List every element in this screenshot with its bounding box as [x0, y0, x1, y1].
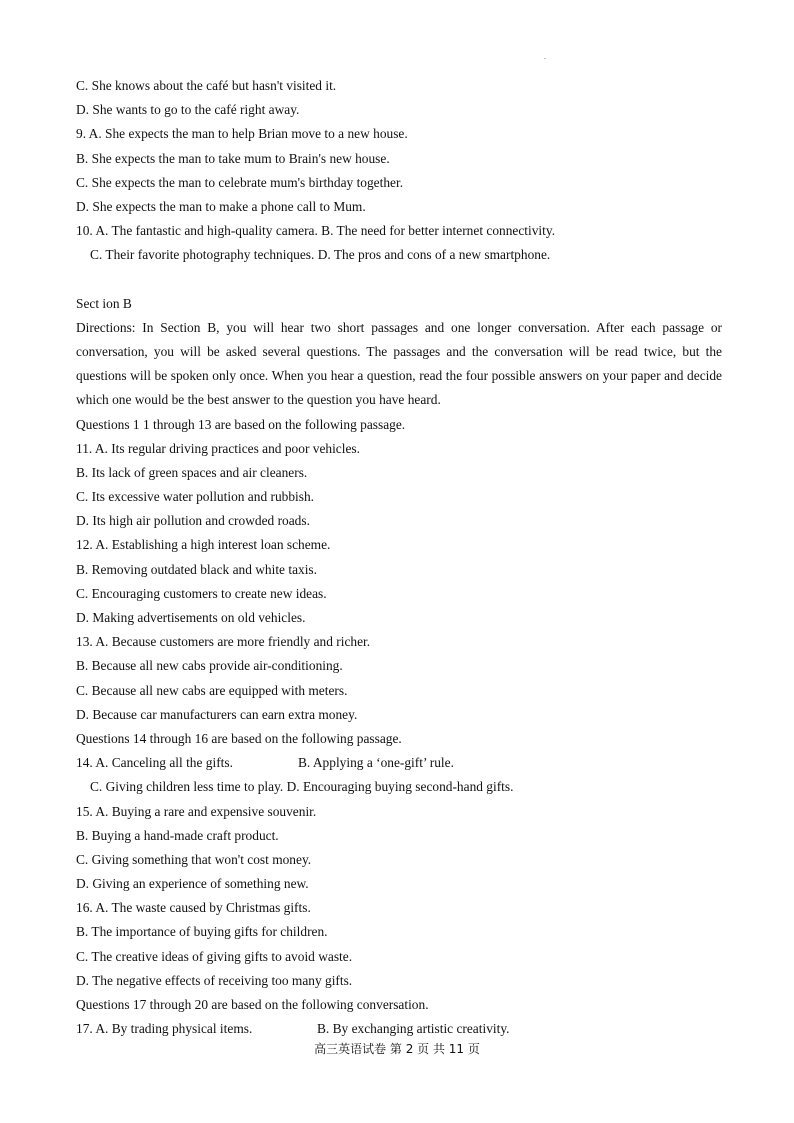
q12-option-b: B. Removing outdated black and white taxis.	[76, 561, 317, 577]
q9-option-d: D. She expects the man to make a phone call to Mum.	[76, 198, 366, 214]
q15-option-c: C. Giving something that won't cost money.	[76, 851, 312, 867]
q16-option-c: C. The creative ideas of giving gifts to avoid waste.	[76, 948, 353, 964]
q11-option-c: C. Its excessive water pollution and rubbish.	[76, 489, 315, 505]
q14-options-cd: C. Giving children less time to play. D. Encouraging buying second-hand gifts.	[90, 779, 514, 795]
conversation-intro: Questions 17 through 20 are based on the following conversation.	[76, 997, 429, 1012]
q12-option-c: C. Encouraging customers to create new ideas.	[76, 585, 327, 601]
q8-option-c: C. She knows about the café but hasn't visited it.	[76, 78, 337, 93]
q10-options-ab: 10. A. The fantastic and high-quality camera. B. The need for better internet connectivity.	[76, 223, 556, 239]
q11-option-d: D. Its high air pollution and crowded roads.	[76, 513, 310, 529]
page-footer: 高三英语试卷 第 2 页 共 11 页	[314, 1042, 480, 1056]
q13-option-d: D. Because car manufacturers can earn extra money.	[76, 706, 358, 722]
q17-option-a: 17. A. By trading physical items.	[76, 1021, 253, 1037]
section-b-title: Sect ion B	[76, 295, 132, 311]
q16-option-d: D. The negative effects of receiving too many gifts.	[76, 972, 353, 988]
q15-option-b: B. Buying a hand-made craft product.	[76, 827, 279, 843]
q13-option-b: B. Because all new cabs provide air-conditioning.	[76, 658, 343, 674]
q13-option-c: C. Because all new cabs are equipped with meters.	[76, 682, 348, 698]
q17-options-ab	[76, 1017, 722, 1041]
q14-option-a: 14. A. Canceling all the gifts.	[76, 755, 233, 771]
q17-option-b: B. By exchanging artistic creativity.	[317, 1021, 510, 1037]
q12-option-a: 12. A. Establishing a high interest loan scheme.	[76, 537, 331, 553]
corner-mark: .	[544, 52, 546, 61]
q16-option-b: B. The importance of buying gifts for children.	[76, 924, 328, 940]
q15-option-a: 15. A. Buying a rare and expensive souvenir.	[76, 803, 317, 819]
q15-option-d: D. Giving an experience of something new.	[76, 876, 309, 892]
q14-option-b: B. Applying a ‘one-gift’ rule.	[298, 755, 454, 771]
q12-option-d: D. Making advertisements on old vehicles.	[76, 610, 306, 625]
q14-options-ab	[76, 751, 722, 775]
q9-option-c: C. She expects the man to celebrate mum's birthday together.	[76, 174, 404, 190]
q13-option-a: 13. A. Because customers are more friendly and richer.	[76, 634, 371, 650]
passage2-intro: Questions 14 through 16 are based on the following passage.	[76, 730, 402, 746]
q8-option-d: D. She wants to go to the café right away.	[76, 102, 300, 118]
q9-option-a: 9. A. She expects the man to help Brian move to a new house.	[76, 126, 408, 142]
exam-page-body	[76, 74, 722, 1041]
q10-options-cd: C. Their favorite photography techniques. D. The pros and cons of a new smartphone.	[90, 247, 551, 263]
q16-option-a: 16. A. The waste caused by Christmas gifts.	[76, 900, 311, 916]
q11-option-a: 11. A. Its regular driving practices and poor vehicles.	[76, 440, 360, 456]
passage1-intro: Questions 1 1 through 13 are based on the following passage.	[76, 416, 406, 432]
section-b-directions: Directions: In Section B, you will hear two short passages and one longer conversation. After each passage or conversation, you will be asked several questions. The passages and the conversation will be read twice, but the questions will be spoken only once. When you hear a question, read the four possible answers on your paper and decide which one would be the best answer to the question you have heard.	[76, 319, 722, 408]
q9-option-b: B. She expects the man to take mum to Brain's new house.	[76, 150, 390, 166]
q11-option-b: B. Its lack of green spaces and air cleaners.	[76, 464, 308, 480]
